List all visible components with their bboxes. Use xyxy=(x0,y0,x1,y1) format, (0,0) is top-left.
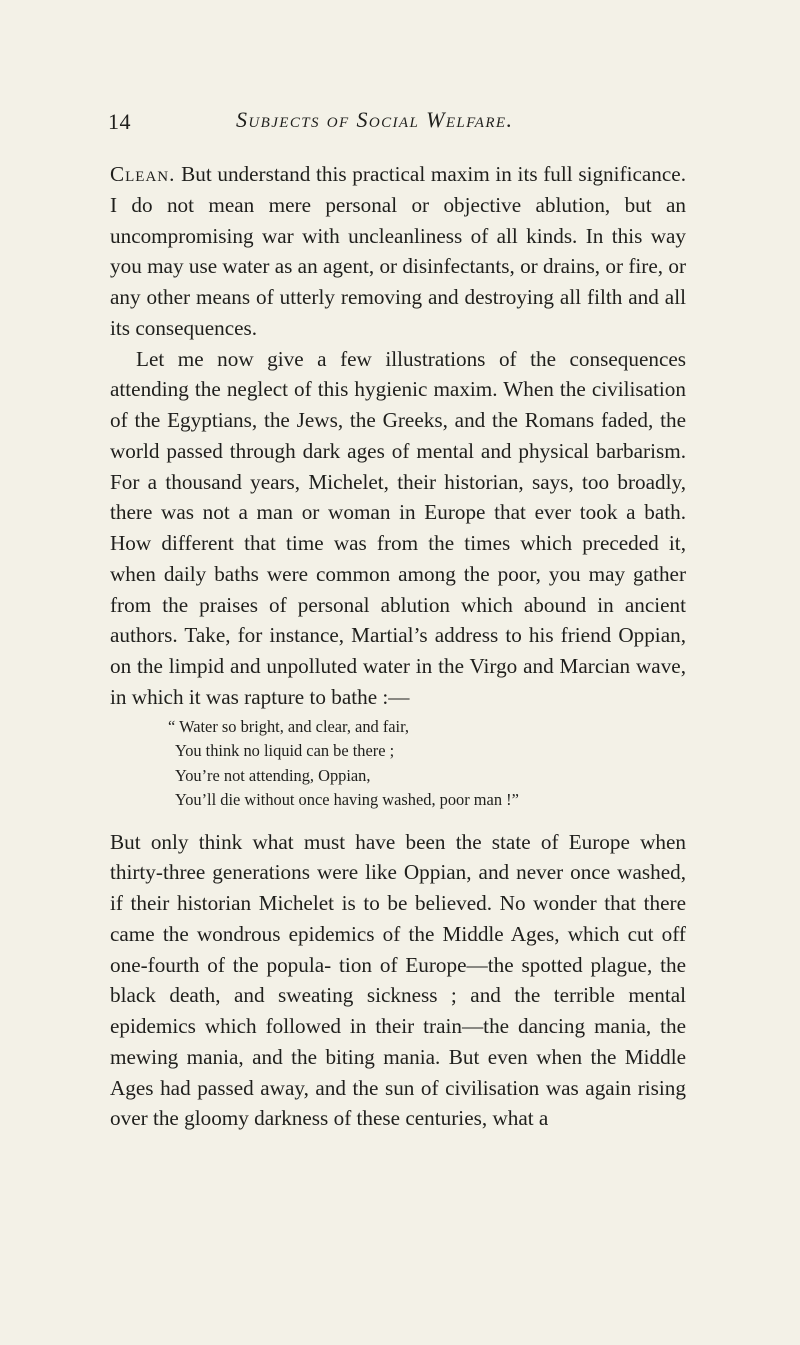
body-text xyxy=(110,159,686,1134)
running-head xyxy=(108,107,688,137)
paragraph-1-text: But understand this practical maxim in its full significance. I do not mean mere personal or objective ablution, but an uncompromising war with uncleanliness of all kinds. In this way you may use water as an agent, or disinfectants, or drains, or fire, or any other means of utterly removing and destroying all filth and all its consequences. xyxy=(110,162,686,340)
running-title: Subjects of Social Welfare. xyxy=(236,107,514,132)
page-number: 14 xyxy=(108,109,131,134)
verse-quotation xyxy=(168,715,686,813)
verse-line-2: You think no liquid can be there ; xyxy=(175,741,395,760)
paragraph-lead-word: Clean. xyxy=(110,162,176,186)
paragraph-1 xyxy=(110,159,686,344)
paragraph-3: But only think what must have been the state of Europe when thirty-three generations were like Oppian, and never once washed, if their historian Michelet is to be believed. No wonder that there came the wondrous epidemics of the Middle Ages, which cut off one-fourth of the popula- tion of Europe—the spotted plague, the black death, and sweating sickness ; and the terrible mental epidemics which followed in their train—the dancing mania, the mewing mania, and the biting mania. But even when the Middle Ages had passed away, and the sun of civilisation was again rising over the gloomy darkness of these centuries, what a xyxy=(110,829,686,1131)
verse-line-3: You’re not attending, Oppian, xyxy=(175,765,371,785)
verse-line-4: You’ll die without once having washed, poor man !” xyxy=(175,790,519,809)
verse-line-1: “ Water so bright, and clear, and fair, xyxy=(168,716,409,736)
paragraph-2: Let me now give a few illustrations of the consequences attending the neglect of this hygienic maxim. When the civilisation of the Egyptians, the Jews, the Greeks, and the Romans faded, the world passed through dark ages of mental and physical barbarism. For a thousand years, Michelet, their historian, says, too broadly, there was not a man or woman in Europe that ever took a bath. How different that time was from the times which preceded it, when daily baths were common among the poor, you may gather from the praises of personal ablution which abound in ancient authors. Take, for instance, Martial’s address to his friend Oppian, on the limpid and unpolluted water in the Virgo and Marcian wave, in which it was rapture to bathe :— xyxy=(110,346,686,709)
